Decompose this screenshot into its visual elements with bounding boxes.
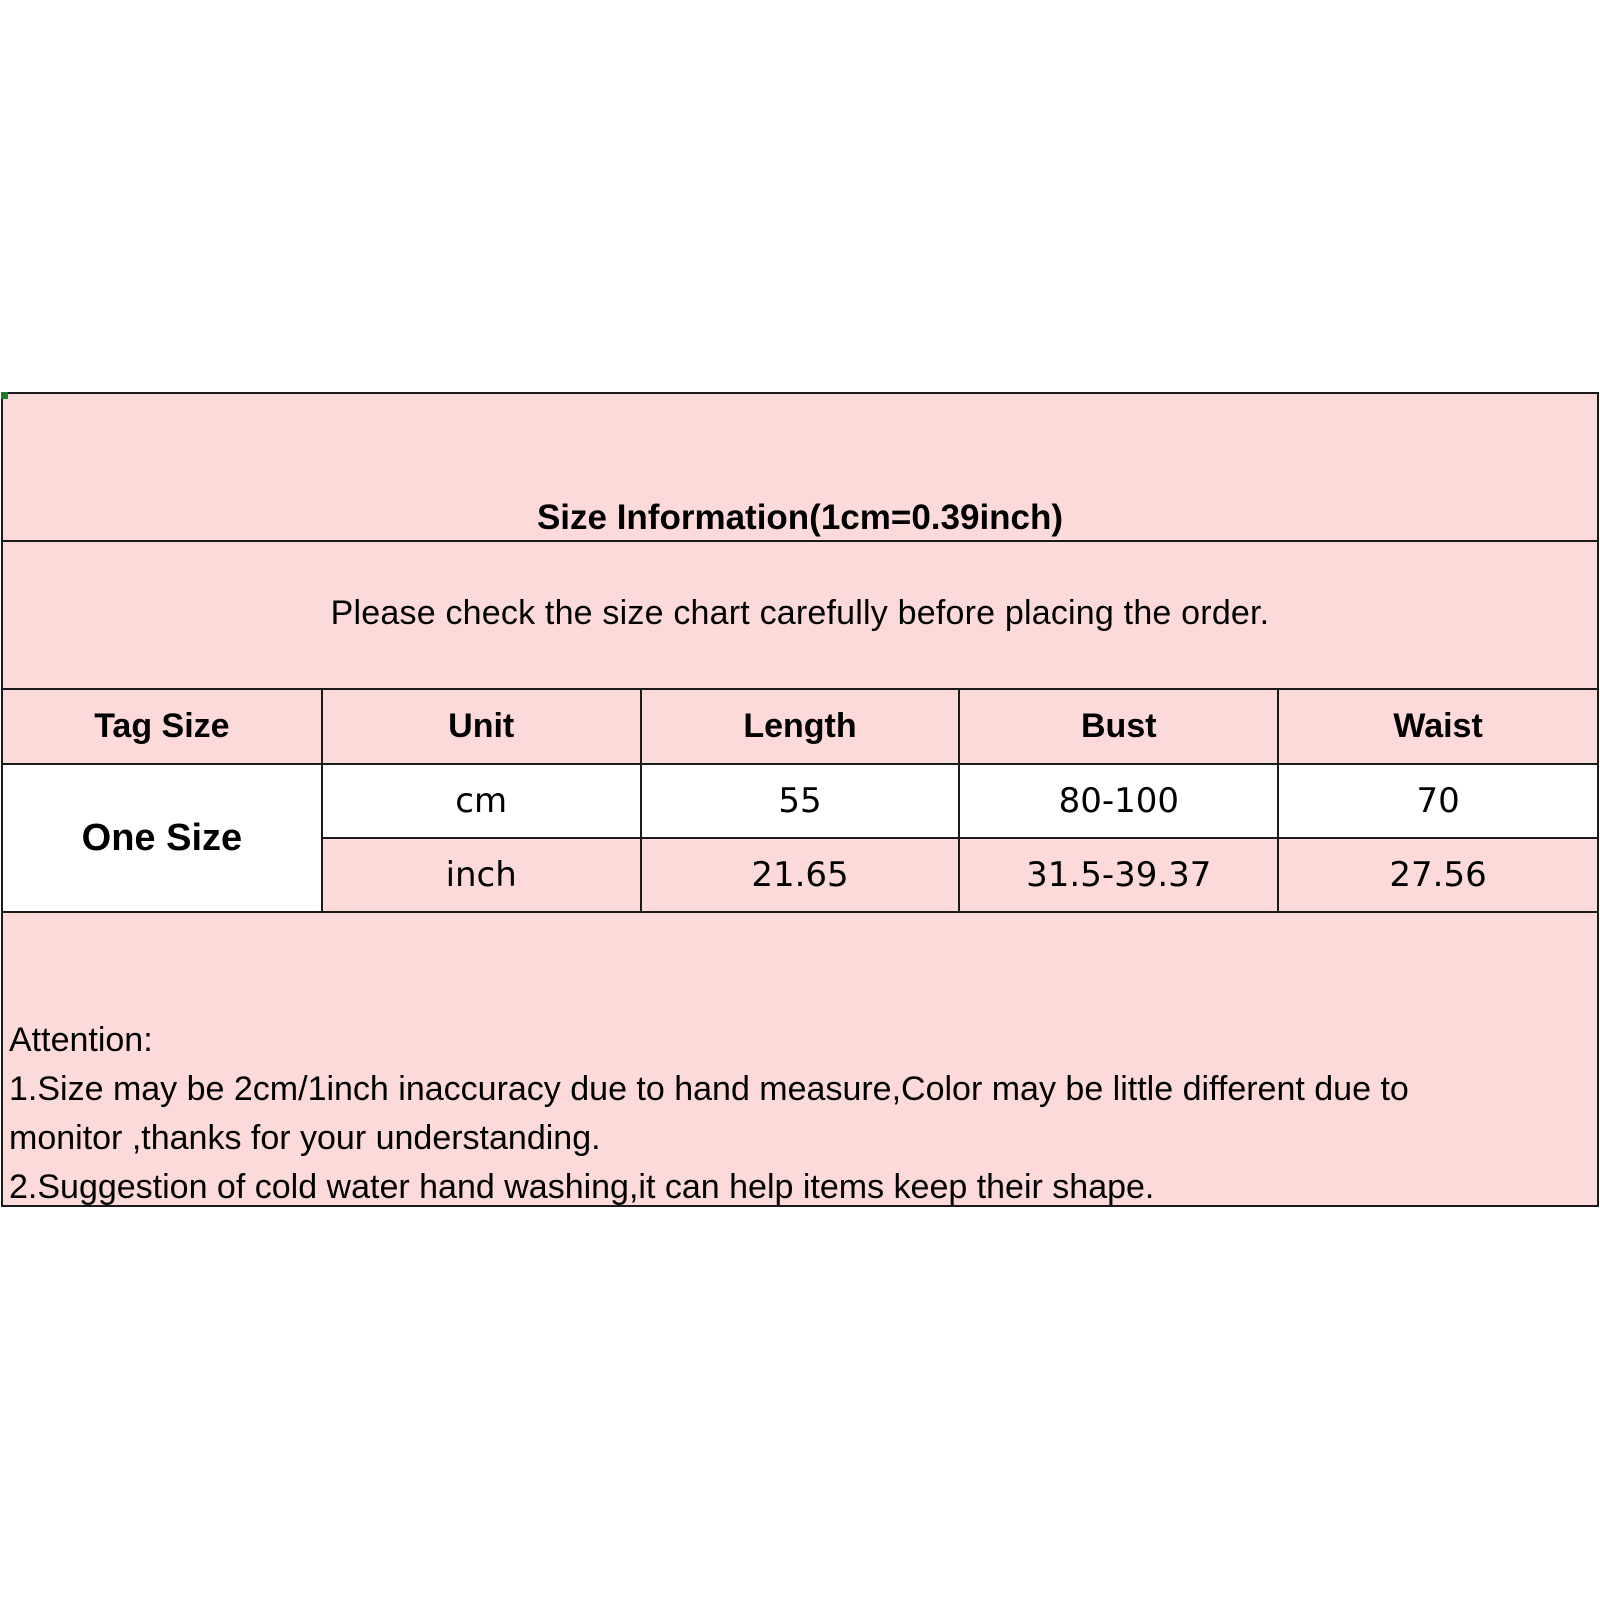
waist-cell: 70 — [1278, 764, 1597, 838]
attention-heading: Attention: — [9, 1021, 153, 1059]
header-unit: Unit — [322, 690, 641, 764]
bust-cell: 80-100 — [959, 764, 1278, 838]
table-header-row — [3, 690, 1597, 764]
unit-cell: inch — [322, 838, 641, 912]
title-row — [3, 394, 1597, 542]
attention-line-2: 2.Suggestion of cold water hand washing,it can help items keep their shape. — [9, 1168, 1155, 1206]
table-row — [3, 764, 1597, 838]
unit-cell: cm — [322, 764, 641, 838]
header-waist: Waist — [1278, 690, 1597, 764]
attention-notes — [9, 1016, 1589, 1212]
header-length: Length — [641, 690, 960, 764]
header-tag-size: Tag Size — [3, 690, 322, 764]
notice-row — [3, 542, 1597, 690]
size-info-title: Size Information(1cm=0.39inch) — [536, 498, 1064, 537]
attention-line-1a: 1.Size may be 2cm/1inch inaccuracy due to hand measure,Color may be little different due to — [9, 1070, 1409, 1108]
attention-line-1b: monitor ,thanks for your understanding. — [9, 1119, 601, 1157]
size-table — [3, 690, 1597, 913]
length-cell: 55 — [641, 764, 960, 838]
size-info-sheet — [1, 392, 1599, 1207]
bust-cell: 31.5-39.37 — [959, 838, 1278, 912]
header-bust: Bust — [959, 690, 1278, 764]
length-cell: 21.65 — [641, 838, 960, 912]
waist-cell: 27.56 — [1278, 838, 1597, 912]
tag-size-cell: One Size — [3, 764, 322, 912]
size-chart-notice: Please check the size chart carefully before placing the order. — [330, 594, 1270, 632]
